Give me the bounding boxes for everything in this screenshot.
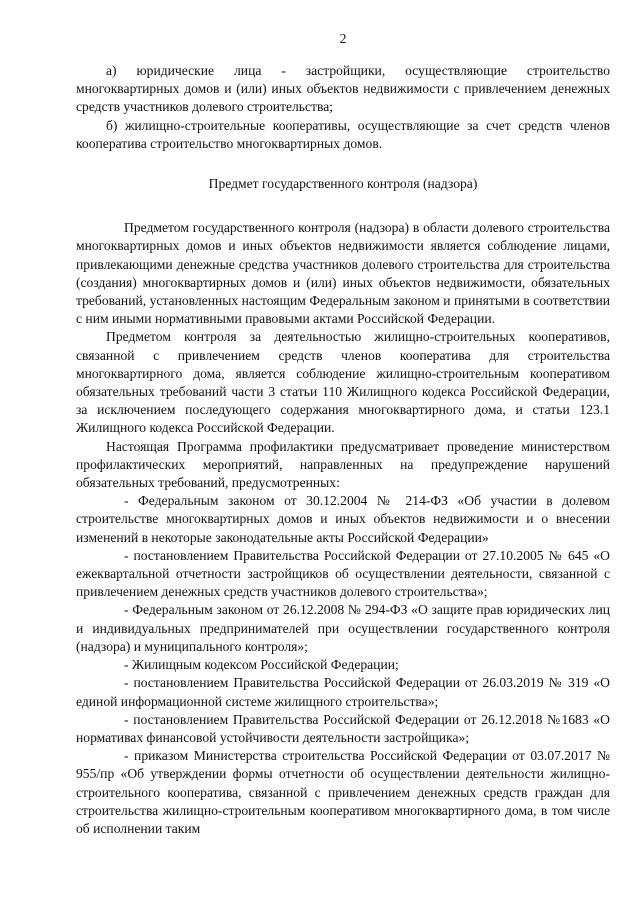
list-item: - Федеральным законом от 30.12.2004 № 214-ФЗ «Об участии в долевом строительстве многоквартирных домов и иных объектов недвижимости и о внесении изменений в некоторые законодательные акты Российской Федерации» — [76, 493, 610, 545]
list-item: - Федеральным законом от 26.12.2008 № 294-ФЗ «О защите прав юридических лиц и индивидуальных предпринимателей при осуществлении государственного контроля (надзора) и муниципального контроля»; — [76, 602, 610, 654]
list-item: - Жилищным кодексом Российской Федерации; — [124, 657, 399, 673]
paragraph-subject-cooperative-control: Предметом контроля за деятельностью жилищно-строительных кооперативов, связанной с привлечением средств членов кооператива для строительства многоквартирного дома, является соблюдение жилищно-строительным кооперативом обязательных требований части 3 статьи 110 Жилищного кодекса Российской Федерации, за исключением последующего содержания многоквартирного дома, и статьи 123.1 Жилищного кодекса Российской Федерации. — [76, 329, 610, 436]
paragraph-subject-control: Предметом государственного контроля (надзора) в области долевого строительства многоквартирных домов и иных объектов недвижимости является соблюдение лицами, привлекающими денежные средства участников долевого строительства для строительства (создания) многоквартирных домов и (или) иных объектов недвижимости, обязательных требований, установленных настоящим Федеральным законом и принятыми в соответствии с ним иными нормативными правовыми актами Российской Федерации. — [76, 220, 610, 327]
list-item: - постановлением Правительства Российской Федерации от 26.03.2019 № 319 «О единой информационной системе жилищного строительства»; — [76, 675, 610, 709]
page-number: 2 — [339, 31, 347, 46]
list-item: - приказом Министерства строительства Российской Федерации от 03.07.2017 № 955/пр «Об утверждении формы отчетности об осуществлении деятельности жилищно-строительного кооператива, связанной с привлечением денежных средств граждан для строительства жилищно-строительным кооперативом многоквартирного дома, в том числе об исполнении таким — [76, 748, 610, 836]
list-item: - постановлением Правительства Российской Федерации от 27.10.2005 № 645 «О ежеквартальной отчетности застройщиков об осуществлении деятельности, связанной с привлечением денежных средств участников долевого строительства»; — [76, 547, 610, 600]
paragraph-legal-entities: а) юридические лица - застройщики, осуществляющие строительство многоквартирных домов и (или) иных объектов недвижимости с привлечением денежных средств участников долевого строительства; — [76, 63, 610, 115]
section-heading: Предмет государственного контроля (надзора) — [208, 176, 478, 192]
list-item: - постановлением Правительства Российской Федерации от 26.12.2018 №1683 «О нормативах финансовой устойчивости деятельности застройщика»; — [76, 711, 610, 745]
paragraph-program-scope: Настоящая Программа профилактики предусматривает проведение министерством профилактических мероприятий, направленных на предупреждение нарушений обязательных требований, предусмотренных: — [76, 438, 610, 491]
paragraph-cooperatives: б) жилищно-строительные кооперативы, осуществляющие за счет средств членов кооператива строительство многоквартирных домов. — [76, 117, 610, 151]
